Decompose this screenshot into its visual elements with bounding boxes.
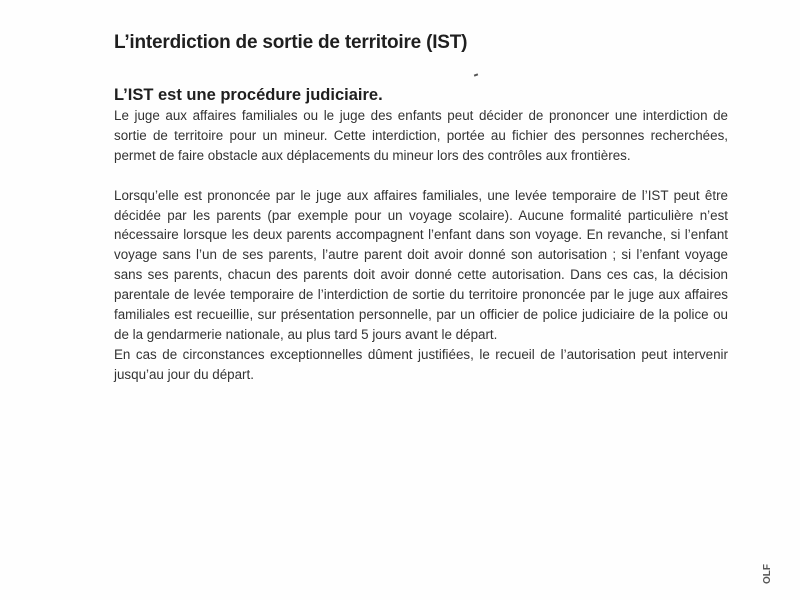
margin-mark: OLF	[762, 564, 773, 584]
paragraph-1: Le juge aux affaires familiales ou le juge des enfants peut décider de prononcer une interdiction de sortie de territoire pour un mineur. Cette interdiction, portée au fichier des personnes recherchées, permet de faire obstacle aux déplacements du mineur lors des contrôles aux frontières.	[114, 108, 728, 163]
paragraph-2: Lorsqu’elle est prononcée par le juge aux affaires familiales, une levée temporaire de l’IST peut être décidée par les parents (par exemple pour un voyage scolaire). Aucune formalité particulière n’est nécessaire lorsque les deux parents accompagnent l’enfant dans son voyage. En revanche, si l’enfant voyage sans l’un de ses parents, l’autre parent doit avoir donné son autorisation ; si l’enfant voyage sans ses parents, chacun des parents doit avoir donné cette autorisation. Dans ces cas, la décision parentale de levée temporaire de l’interdiction de sortie du territoire prononcée par le juge aux affaires familiales est recueillie, sur présentation personnelle, par un officier de police judiciaire de la police ou de la gendarmerie nationale, au plus tard 5 jours avant le départ.	[114, 187, 728, 342]
document-title: L’interdiction de sortie de territoire (IST)	[114, 32, 468, 53]
paragraph-3: En cas de circonstances exceptionnelles dûment justifiées, le recueil de l’autorisation peut intervenir jusqu’au jour du départ.	[114, 346, 728, 382]
body-text	[114, 106, 728, 385]
scan-speck	[474, 73, 478, 76]
section-heading: L’IST est une procédure judiciaire.	[114, 86, 383, 104]
